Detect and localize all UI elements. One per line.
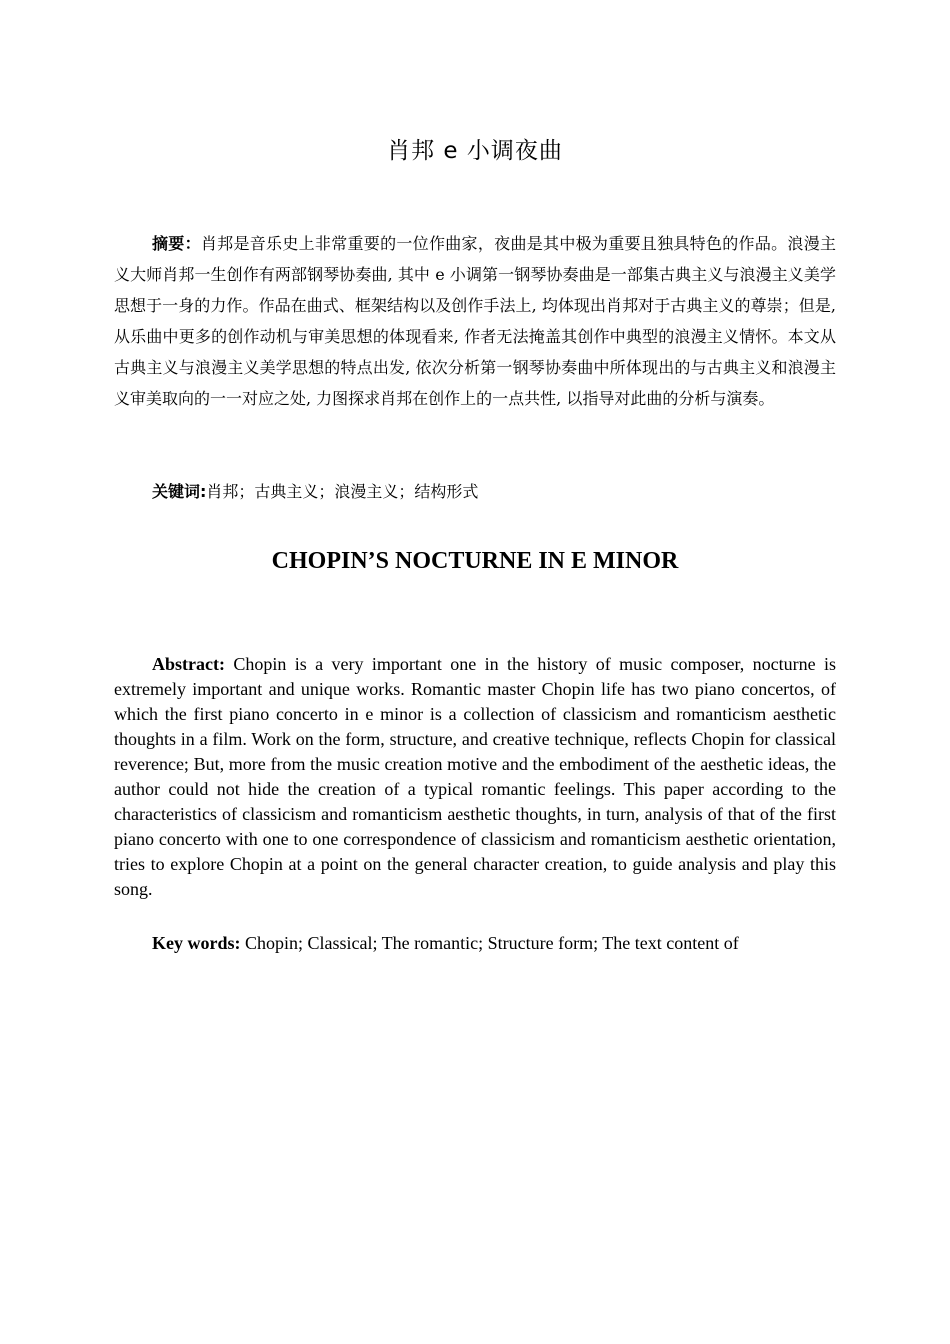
chinese-keywords-text: 肖邦；古典主义；浪漫主义；结构形式 xyxy=(206,482,479,501)
english-title: CHOPIN’S NOCTURNE IN E MINOR xyxy=(271,548,679,574)
english-abstract-label: Abstract: xyxy=(152,654,225,674)
chinese-abstract-label: 摘要： xyxy=(152,234,201,253)
chinese-title: 肖邦 e 小调夜曲 xyxy=(387,138,563,164)
english-abstract-text: Chopin is a very important one in the history of music composer, nocturne is extremely important and unique works. Romantic master Chopin life has two piano concertos, of which the first piano concerto in e minor is a collection of classicism and romanticism aesthetic thoughts in a film. Work on the form, structure, and creative technique, reflects Chopin for classical reverence; But, more from the music creation motive and the embodiment of the aesthetic ideas, the author could not hide the creation of a typical romantic feelings. This paper according to the characteristics of classicism and romanticism aesthetic thoughts, in turn, analysis of that of the first piano concerto with one to one correspondence of classicism and romanticism aesthetic orientation, tries to explore Chopin at a point on the general character creation, to guide analysis and play this song. xyxy=(114,654,836,899)
chinese-abstract-text: 肖邦是音乐史上非常重要的一位作曲家，夜曲是其中极为重要且独具特色的作品。浪漫主义大师肖邦一生创作有两部钢琴协奏曲, 其中 e 小调第一钢琴协奏曲是一部集古典主义与浪漫主义美学思想于一身的力作。作品在曲式、框架结构以及创作手法上, 均体现出肖邦对于古典主义的尊崇；但是, 从乐曲中更多的创作动机与审美思想的体现看来, 作者无法掩盖其创作中典型的浪漫主义情怀。本文从古典主义与浪漫主义美学思想的特点出发, 依次分析第一钢琴协奏曲中所体现出的与古典主义和浪漫主义审美取向的一一对应之处, 力图探求肖邦在创作上的一点共性, 以指导对此曲的分析与演奏。 xyxy=(114,234,836,408)
chinese-abstract xyxy=(114,228,836,414)
chinese-keywords-label: 关键词: xyxy=(152,482,207,501)
english-keywords-text: Chopin; Classical; The romantic; Structure form; The text content of xyxy=(240,933,739,953)
chinese-keywords xyxy=(152,476,836,507)
english-keywords xyxy=(152,931,836,956)
english-keywords-label: Key words: xyxy=(152,933,241,953)
english-abstract xyxy=(114,652,836,902)
